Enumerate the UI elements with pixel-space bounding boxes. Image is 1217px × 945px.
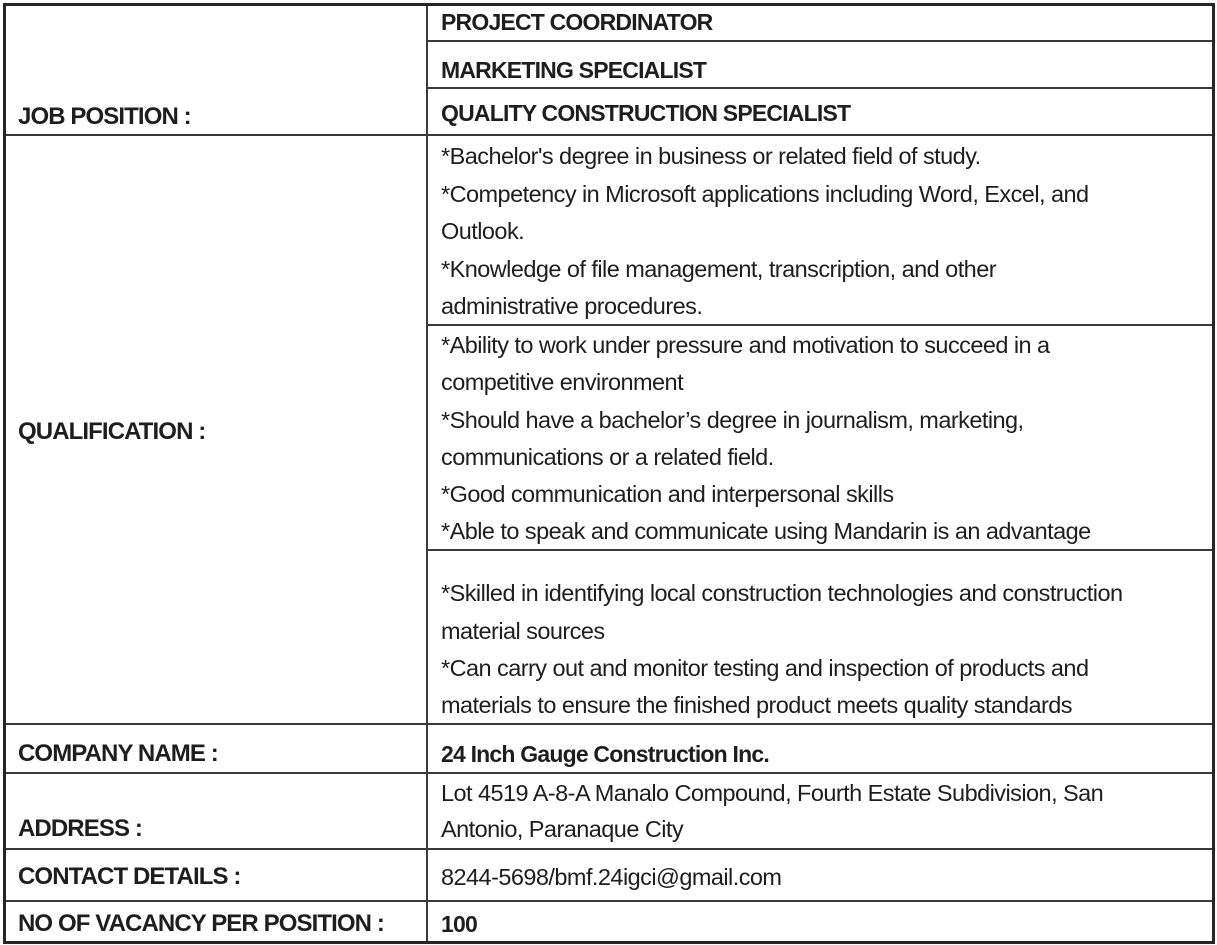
qualification-line: materials to ensure the finished product meets quality standards: [441, 692, 1072, 718]
qualification-line: competitive environment: [441, 369, 684, 395]
qualification-line: *Should have a bachelor’s degree in journalism, marketing,: [441, 407, 1024, 433]
qualification-line: material sources: [441, 618, 605, 644]
job-position-label: JOB POSITION :: [18, 103, 191, 130]
address-line: Lot 4519 A-8-A Manalo Compound, Fourth Estate Subdivision, San: [441, 780, 1104, 806]
row-divider: [426, 549, 1212, 551]
job-position-marketing-specialist: MARKETING SPECIALIST: [441, 57, 707, 83]
qualification-line: *Knowledge of file management, transcription, and other: [441, 256, 996, 282]
row-divider: [426, 40, 1212, 42]
job-position-quality-construction-specialist: QUALITY CONSTRUCTION SPECIALIST: [441, 100, 851, 126]
company-name-label: COMPANY NAME :: [18, 740, 218, 767]
qualification-line: *Bachelor's degree in business or related field of study.: [441, 143, 981, 169]
qualification-label: QUALIFICATION :: [18, 418, 206, 445]
vacancy-label: NO OF VACANCY PER POSITION :: [18, 910, 384, 937]
qualification-line: administrative procedures.: [441, 293, 703, 319]
contact-details-label: CONTACT DETAILS :: [18, 863, 241, 890]
contact-details-value: 8244-5698/bmf.24igci@gmail.com: [441, 864, 782, 890]
qualification-line: *Ability to work under pressure and motivation to succeed in a: [441, 332, 1050, 358]
row-divider: [6, 134, 1212, 136]
qualification-line: communications or a related field.: [441, 444, 774, 470]
row-divider: [6, 772, 1212, 774]
row-divider: [426, 87, 1212, 89]
qualification-line: *Skilled in identifying local construction technologies and construction: [441, 580, 1123, 606]
company-name-value: 24 Inch Gauge Construction Inc.: [441, 741, 769, 767]
address-line: Antonio, Paranaque City: [441, 816, 684, 842]
qualification-line: *Able to speak and communicate using Mandarin is an advantage: [441, 518, 1091, 544]
qualification-line: *Can carry out and monitor testing and inspection of products and: [441, 655, 1089, 681]
row-divider: [426, 324, 1212, 326]
row-divider: [6, 848, 1212, 850]
column-divider: [426, 6, 428, 941]
row-divider: [6, 723, 1212, 725]
qualification-line: *Competency in Microsoft applications including Word, Excel, and: [441, 181, 1089, 207]
vacancy-value: 100: [441, 911, 477, 937]
qualification-line: Outlook.: [441, 218, 525, 244]
row-divider: [6, 900, 1212, 902]
job-position-project-coordinator: PROJECT COORDINATOR: [441, 9, 713, 35]
address-label: ADDRESS :: [18, 815, 142, 842]
qualification-line: *Good communication and interpersonal skills: [441, 481, 894, 507]
